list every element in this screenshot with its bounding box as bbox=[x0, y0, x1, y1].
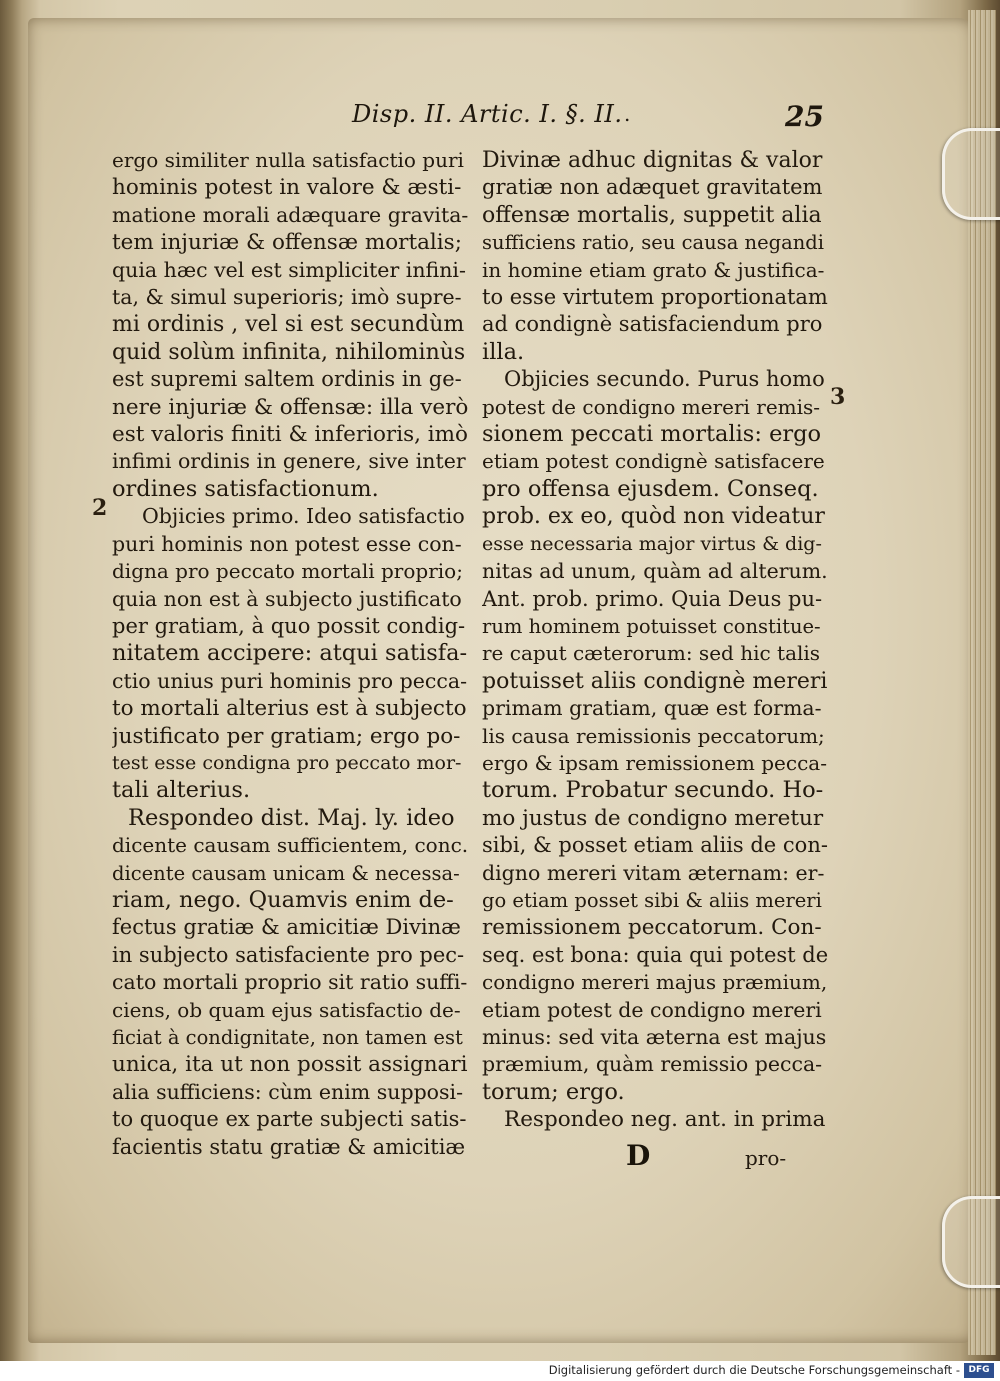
text-line: hominis potest in valore & æsti- bbox=[112, 175, 462, 201]
text-line: cato mortali proprio sit ratio suffi- bbox=[112, 970, 468, 995]
text-line: dicente causam sufficientem, conc. bbox=[112, 833, 468, 858]
text-line: in homine etiam grato & justifica- bbox=[482, 257, 825, 282]
text-line: condigno mereri majus præmium, bbox=[482, 970, 828, 995]
text-line: quia non est à subjecto justificato bbox=[112, 586, 462, 611]
signature-mark: D bbox=[626, 1139, 651, 1172]
text-line: prob. ex eo, quòd non videatur bbox=[482, 504, 825, 530]
text-line: alia sufficiens: cùm enim supposi- bbox=[112, 1079, 464, 1104]
text-line: nitas ad unum, quàm ad alterum. bbox=[482, 559, 828, 584]
text-line: per gratiam, à quo possit condig- bbox=[112, 613, 466, 638]
digitization-footer bbox=[0, 1361, 1000, 1381]
running-header-dot: . bbox=[624, 102, 631, 126]
text-line: gratiæ non adæquet gravitatem bbox=[482, 175, 823, 200]
footer-credit: Digitalisierung gefördert durch die Deutsche Forschungsgemeinschaft - bbox=[548, 1363, 960, 1377]
text-line: Respondeo neg. ant. in prima bbox=[504, 1107, 826, 1133]
text-line: quid solùm infinita, nihilominùs bbox=[112, 339, 466, 365]
text-line: etiam potest de condigno mereri bbox=[482, 997, 822, 1022]
text-line: to mortali alterius est à subjecto bbox=[112, 696, 467, 722]
text-line: mi ordinis , vel si est secundùm bbox=[112, 312, 465, 338]
text-line: tem injuriæ & offensæ mortalis; bbox=[112, 230, 462, 256]
text-line: digno mereri vitam æternam: er- bbox=[482, 860, 825, 885]
text-line: minus: sed vita æterna est majus bbox=[482, 1025, 827, 1049]
text-line: quia hæc vel est simpliciter infini- bbox=[112, 257, 466, 282]
text-line: fectus gratiæ & amicitiæ Divinæ bbox=[112, 915, 461, 940]
text-line: rum hominem potuisset constitue- bbox=[482, 614, 821, 638]
text-line: etiam potest condignè satisfacere bbox=[482, 449, 825, 474]
page-number: 25 bbox=[785, 100, 824, 133]
book-clip-top bbox=[942, 128, 1000, 220]
text-line: riam, nego. Quamvis enim de- bbox=[112, 886, 454, 913]
text-line: go etiam posset sibi & aliis mereri bbox=[482, 888, 822, 912]
text-line: lis causa remissionis peccatorum; bbox=[482, 723, 825, 748]
text-line: primam gratiam, quæ est forma- bbox=[482, 696, 822, 721]
text-line: est supremi saltem ordinis in ge- bbox=[112, 367, 462, 392]
text-line: to quoque ex parte subjecti satis- bbox=[112, 1107, 467, 1132]
margin-number: 2 bbox=[92, 495, 108, 521]
text-line: matione morali adæquare gravita- bbox=[112, 202, 468, 227]
text-line: Respondeo dist. Maj. ly. ideo bbox=[128, 804, 455, 831]
text-line: ergo similiter nulla satisfactio puri bbox=[112, 148, 464, 172]
text-line: ta, & simul superioris; imò supre- bbox=[112, 285, 462, 310]
text-line: to esse virtutem proportionatam bbox=[482, 285, 828, 310]
text-line: Ant. prob. primo. Quia Deus pu- bbox=[482, 586, 823, 611]
text-line: sufficiens ratio, seu causa negandi bbox=[482, 231, 825, 255]
text-line: est valoris finiti & inferioris, imò bbox=[112, 422, 468, 448]
text-line: test esse condigna pro peccato mor- bbox=[112, 751, 462, 774]
text-line: Divinæ adhuc dignitas & valor bbox=[482, 148, 823, 173]
text-line: ordines satisfactionum. bbox=[112, 475, 379, 502]
text-line: sionem peccati mortalis: ergo bbox=[482, 421, 822, 448]
dfg-logo: DFG bbox=[964, 1363, 994, 1378]
text-line: torum; ergo. bbox=[482, 1078, 625, 1105]
text-line: nere injuriæ & offensæ: illa verò bbox=[112, 394, 468, 420]
book-clip-bottom bbox=[942, 1196, 1000, 1288]
text-line: ergo & ipsam remissionem pecca- bbox=[482, 750, 827, 775]
text-line: seq. est bona: quia qui potest de bbox=[482, 942, 828, 967]
right-text-column bbox=[482, 147, 828, 1134]
text-line: ficiat à condignitate, non tamen est bbox=[112, 1026, 463, 1049]
text-line: tali alterius. bbox=[112, 777, 251, 804]
text-line: dicente causam unicam & necessa- bbox=[112, 861, 460, 885]
text-line: illa. bbox=[482, 338, 525, 365]
text-line: pro offensa ejusdem. Conseq. bbox=[482, 475, 819, 502]
text-line: præmium, quàm remissio pecca- bbox=[482, 1052, 823, 1077]
text-line: mo justus de condigno meretur bbox=[482, 805, 824, 831]
text-line: unica, ita ut non possit assignari bbox=[112, 1052, 468, 1078]
text-line: facientis statu gratiæ & amicitiæ bbox=[112, 1134, 466, 1159]
text-line: infimi ordinis in genere, sive inter bbox=[112, 449, 466, 474]
text-line: Objicies primo. Ideo satisfactio bbox=[142, 504, 465, 529]
running-header: Disp. II. Artic. I. §. II. bbox=[352, 100, 623, 128]
left-text-column bbox=[112, 147, 468, 1161]
text-line: Objicies secundo. Purus homo bbox=[504, 367, 825, 392]
text-line: esse necessaria major virtus & dig- bbox=[482, 532, 822, 555]
text-line: ctio unius puri hominis pro pecca- bbox=[112, 668, 468, 693]
margin-number: 3 bbox=[830, 384, 846, 410]
text-line: nitatem accipere: atqui satisfa- bbox=[112, 640, 468, 667]
text-line: justificato per gratiam; ergo po- bbox=[112, 723, 461, 749]
text-line: re caput cæterorum: sed hic talis bbox=[482, 641, 821, 666]
text-line: digna pro peccato mortali proprio; bbox=[112, 559, 463, 584]
text-line: potuisset aliis condignè mereri bbox=[482, 668, 828, 694]
text-line: in subjecto satisfaciente pro pec- bbox=[112, 942, 465, 967]
catchword: pro- bbox=[745, 1146, 787, 1170]
text-line: ciens, ob quam ejus satisfactio de- bbox=[112, 997, 461, 1022]
text-line: torum. Probatur secundo. Ho- bbox=[482, 777, 824, 804]
text-line: remissionem peccatorum. Con- bbox=[482, 915, 822, 941]
text-line: ad condignè satisfaciendum pro bbox=[482, 312, 823, 337]
text-line: potest de condigno mereri remis- bbox=[482, 394, 821, 419]
text-line: offensæ mortalis, suppetit alia bbox=[482, 202, 822, 228]
text-line: sibi, & posset etiam aliis de con- bbox=[482, 833, 828, 858]
text-line: puri hominis non potest esse con- bbox=[112, 531, 462, 556]
